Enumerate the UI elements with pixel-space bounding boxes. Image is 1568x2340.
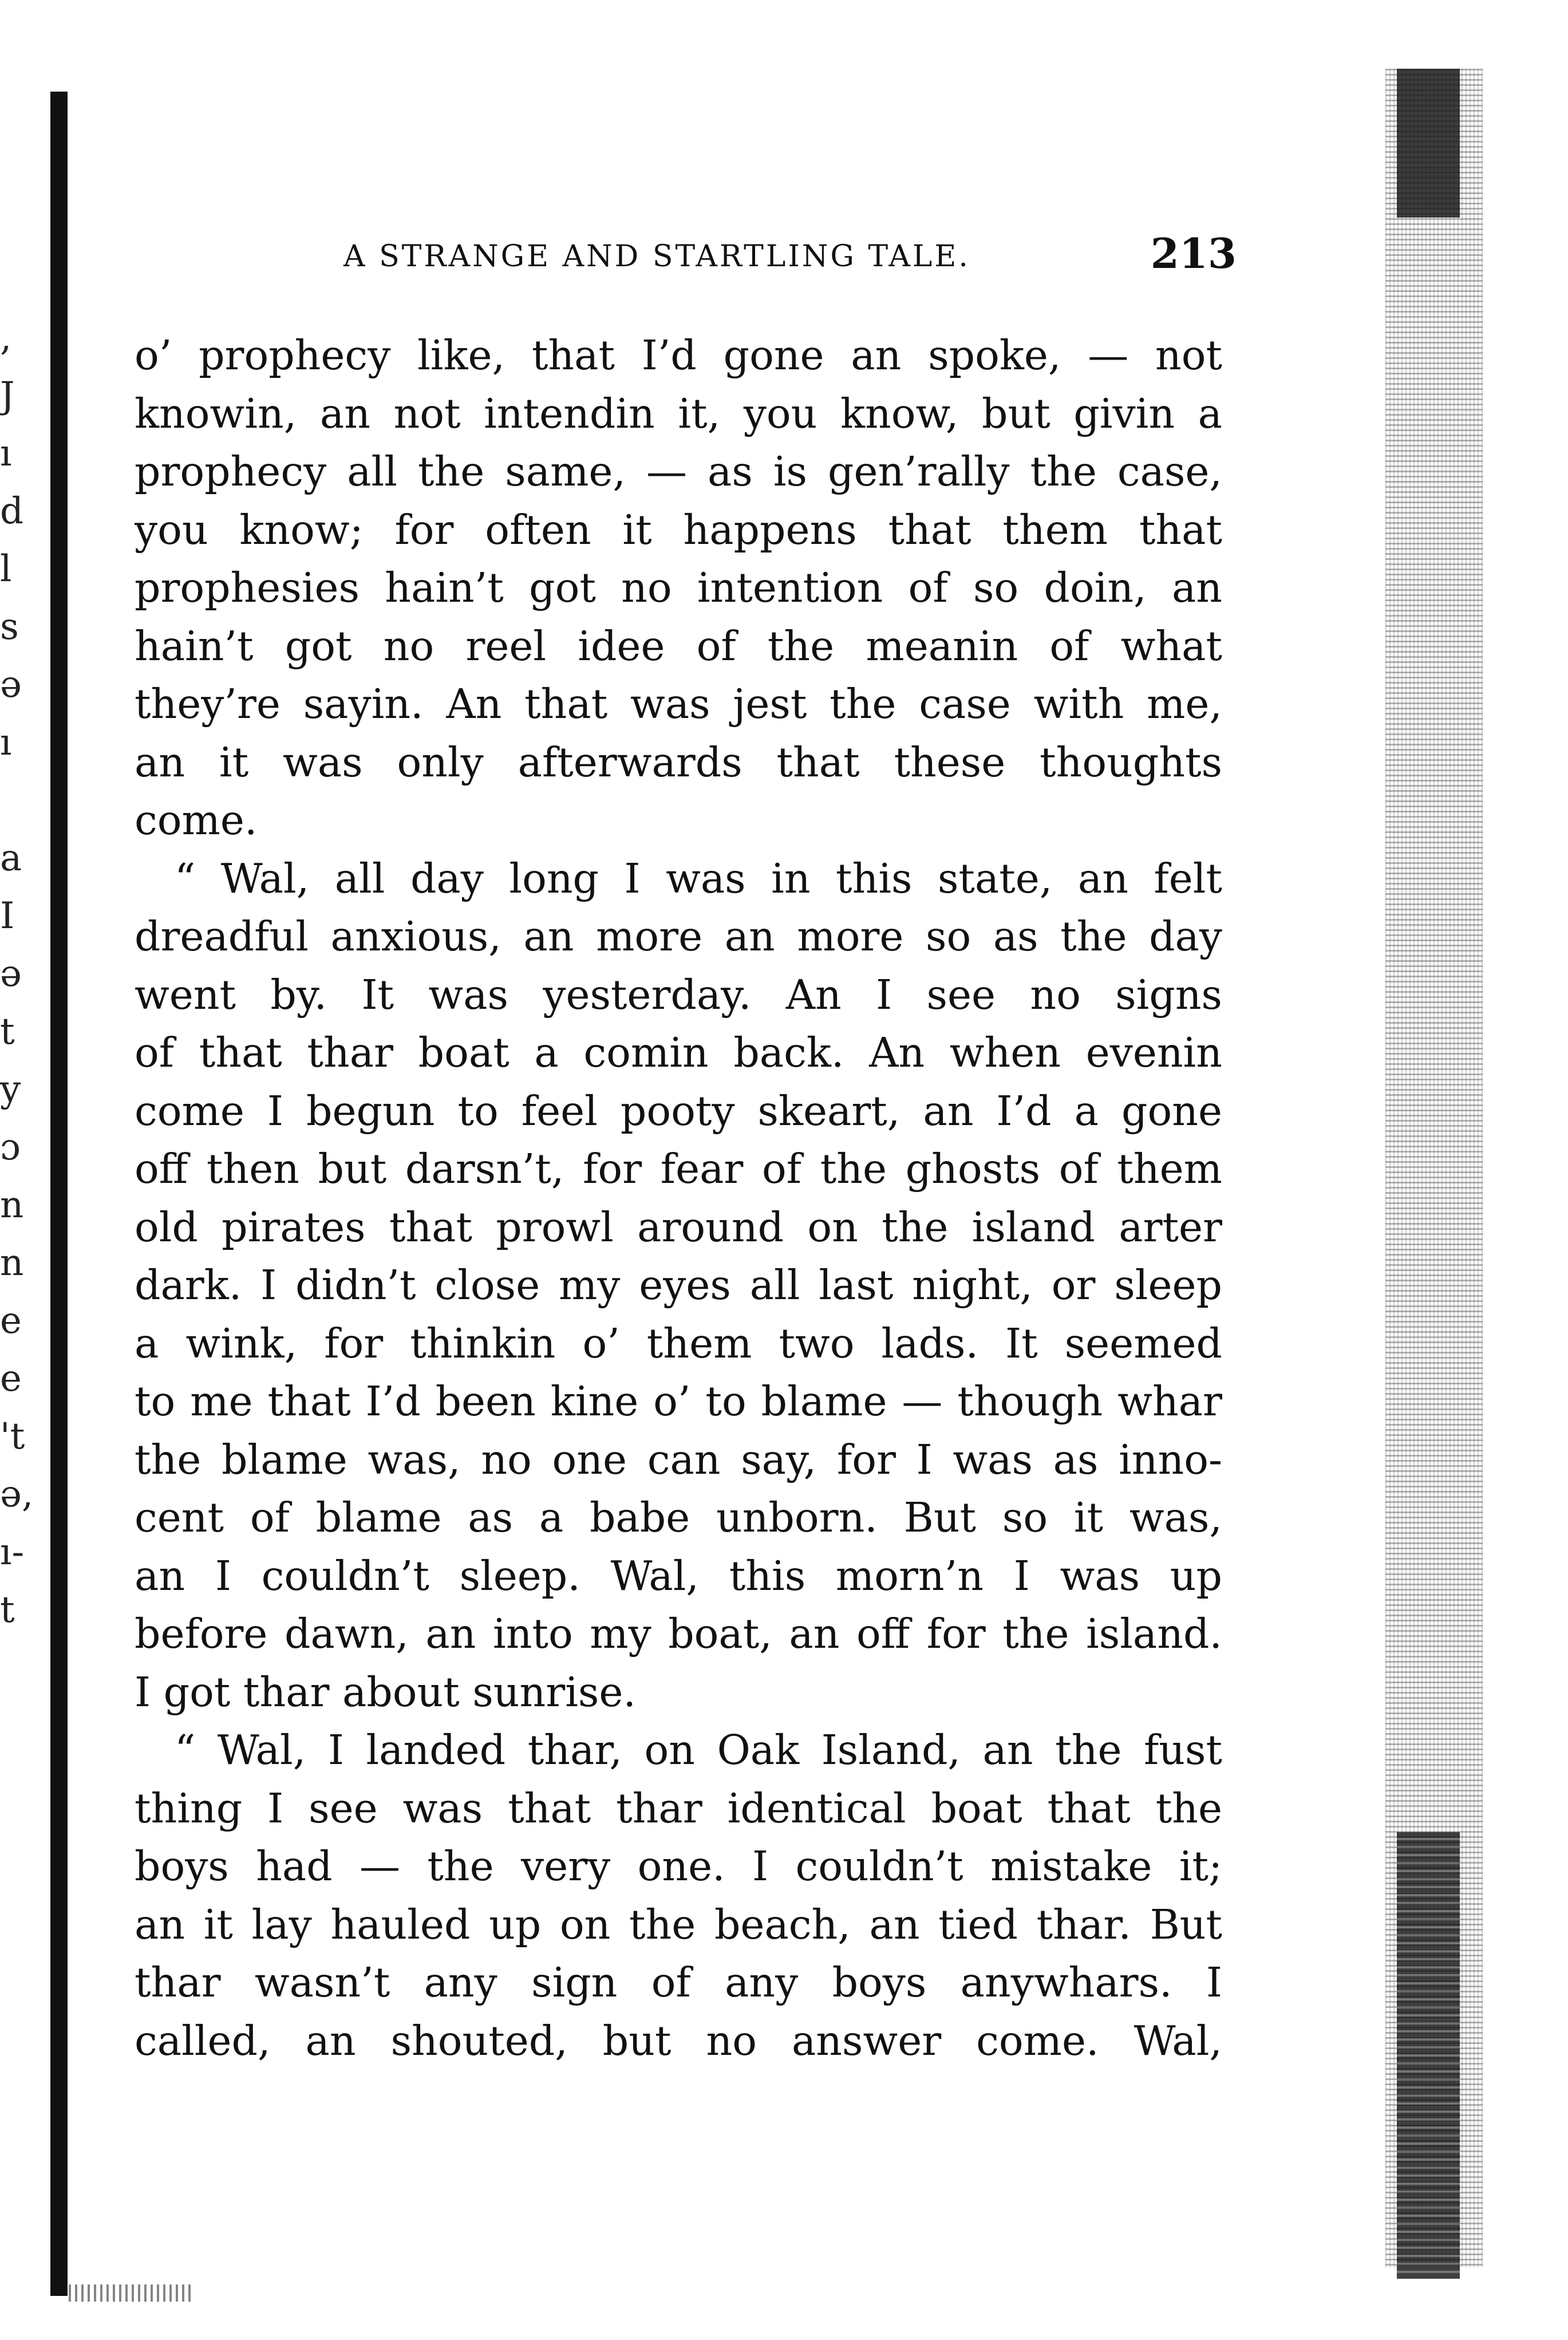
bleed-glyph: n [0,1184,24,1226]
text-line: an it was only afterwards that these thoughts [135,738,1222,786]
text-line: you know; for often it happens that them that [135,506,1222,554]
bleed-glyph: , [0,317,12,359]
bleed-glyph: y [0,1068,21,1111]
page-header [321,229,1237,286]
text-line: thar wasn’t any sign of any boys anywhars. I [135,1959,1222,2006]
text-line: “ Wal, I landed thar, on Oak Island, an the fust [175,1726,1222,1774]
text-line: went by. It was yesterday. An I see no signs [135,970,1222,1019]
bleed-glyph: ə [0,664,22,706]
text-line: before dawn, an into my boat, an off for the island. [135,1610,1222,1658]
text-line: an I couldn’t sleep. Wal, this morn’n I was up [135,1552,1222,1600]
bleed-glyph: J [0,374,15,417]
scan-edge-dark-bottom [1397,1832,1460,2279]
bleed-glyph: ɔ [0,1126,21,1169]
text-line: a wink, for thinkin o’ them two lads. It seemed [135,1319,1222,1367]
text-line: an it lay hauled up on the beach, an tied thar. But [135,1900,1222,1948]
text-line: boys had — the very one. I couldn’t mistake it; [135,1842,1222,1890]
bleed-glyph: 't [0,1415,25,1458]
bleed-glyph: ı- [0,1531,25,1573]
bleed-glyph: t [0,1589,15,1631]
text-line: cent of blame as a babe unborn. But so it was, [135,1494,1222,1541]
bleed-glyph: ı [0,721,12,764]
scan-edge-dark-top [1397,69,1460,218]
text-line: off then but darsn’t, for fear of the ghosts of them [135,1145,1222,1193]
text-line: come. [135,796,258,844]
bleed-glyph: l [0,548,12,590]
scan-dust [69,2284,195,2302]
text-line: of that thar boat a comin back. An when evenin [135,1029,1222,1076]
page-number: 213 [1150,229,1237,278]
bleed-glyph: ə [0,953,22,995]
text-line: prophesies hain’t got no intention of so doin, an [135,564,1222,611]
text-line: prophecy all the same, — as is gen’rally the case, [135,448,1222,495]
bleed-glyph: ı [0,432,12,475]
bleed-glyph: e [0,1300,22,1342]
text-line: old pirates that prowl around on the island arter [135,1203,1222,1251]
text-line: I got thar about sunrise. [135,1668,636,1716]
bleed-glyph: t [0,1011,15,1053]
text-line: they’re sayin. An that was jest the case with me, [135,680,1222,728]
text-line: dark. I didn’t close my eyes all last night, or sleep [135,1261,1222,1309]
text-line: dreadful anxious, an more an more so as the day [135,913,1222,960]
text-line: come I begun to feel pooty skeart, an I’d a gone [135,1087,1222,1135]
text-line: o’ prophecy like, that I’d gone an spoke, — not [135,332,1222,379]
facing-page-bleed [0,309,34,1639]
text-line: called, an shouted, but no answer come. Wal, [135,2017,1222,2065]
bleed-glyph: n [0,1242,24,1284]
text-line: hain’t got no reel idee of the meanin of what [135,622,1222,670]
text-line: knowin, an not intendin it, you know, but givin a [135,389,1222,437]
text-line: thing I see was that thar identical boat that the [135,1784,1222,1832]
bleed-glyph [0,772,34,830]
bleed-glyph: d [0,490,23,532]
text-line: the blame was, no one can say, for I was as inno- [135,1435,1222,1483]
body-text [135,326,1222,2070]
bleed-glyph: a [0,837,22,879]
bleed-glyph: ə, [0,1473,34,1516]
bleed-glyph: s [0,606,19,648]
text-line: to me that I’d been kine o’ to blame — though whar [135,1378,1222,1425]
bleed-glyph: I [0,895,15,937]
running-title: A STRANGE AND STARTLING TALE. [343,239,970,274]
page-gutter-shadow [50,92,68,2296]
text-line: “ Wal, all day long I was in this state, an felt [175,854,1222,902]
bleed-glyph: e [0,1358,22,1400]
